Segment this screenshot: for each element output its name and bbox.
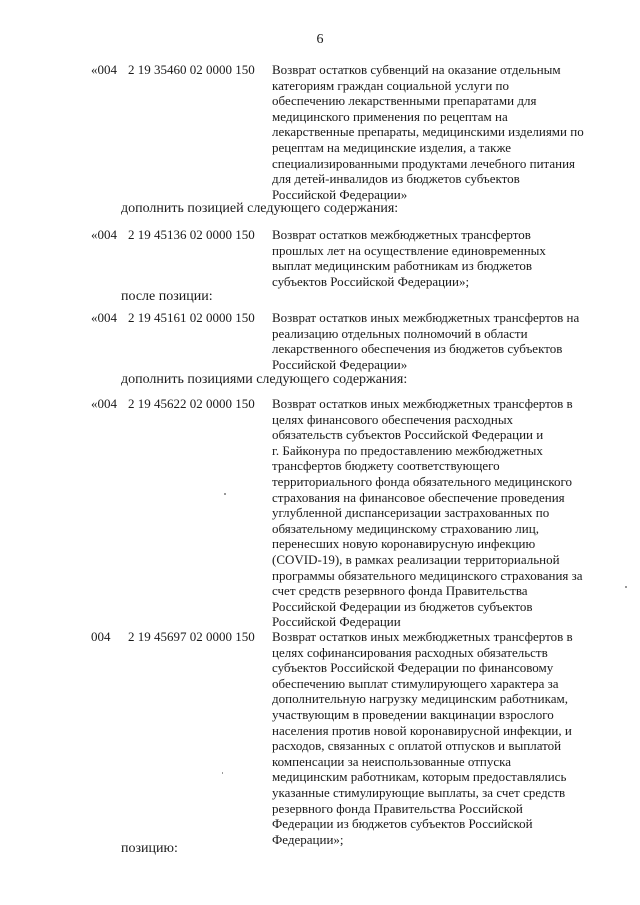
amendment-instruction: дополнить позициями следующего содержания: (121, 372, 408, 387)
description-line: реализацию отдельных полномочий в области (272, 325, 528, 341)
description-line: Возврат остатков межбюджетных трансфертов (272, 227, 531, 242)
description-line: Возврат остатков иных межбюджетных трансфертов на (272, 310, 580, 325)
description-line: г. Байконура по предоставлению межбюджетных (272, 442, 543, 458)
entry-description (272, 227, 590, 289)
description-line: участвующим в проведении вакцинации взрослого (272, 706, 554, 722)
amendment-instruction: после позиции: (121, 289, 213, 304)
budget-classification-code: 2 19 35460 02 0000 150 (128, 62, 255, 77)
description-line: Российской Федерации» (272, 186, 408, 202)
description-line: прошлых лет на осуществление единовременных (272, 242, 546, 258)
entry-description (272, 310, 590, 372)
budget-classification-code: 2 19 45161 02 0000 150 (128, 310, 255, 325)
description-line: Возврат остатков иных межбюджетных трансфертов в (272, 396, 573, 411)
amendment-instruction: дополнить позицией следующего содержания: (121, 201, 399, 216)
budget-classification-code: 2 19 45697 02 0000 150 (128, 629, 255, 644)
description-line: Российской Федерации (272, 614, 401, 630)
description-line: обеспечению выплат стимулирующего характера за (272, 675, 559, 691)
description-line: территориального фонда обязательного медицинского (272, 473, 573, 489)
description-line: лекарственного обеспечения из бюджетов субъектов (272, 341, 563, 357)
description-line: трансфертов бюджету соответствующего (272, 458, 500, 474)
admin-code: «004 (91, 227, 117, 242)
description-line: Федерации из бюджетов субъектов Российской (272, 816, 533, 832)
description-line: целях финансового обеспечения расходных (272, 411, 514, 427)
admin-code: «004 (91, 396, 117, 411)
description-line: программы обязательного медицинского страхования за (272, 567, 583, 583)
admin-code: «004 (91, 62, 117, 77)
description-line: Федерации»; (272, 831, 344, 847)
description-line: обязательств субъектов Российской Федерации и (272, 427, 544, 443)
description-line: углубленной диспансеризации застрахованных по (272, 505, 550, 521)
entry-description (272, 629, 590, 847)
description-line: страхования на финансовое обеспечение проведения (272, 489, 565, 505)
description-line: Российской Федерации из бюджетов субъектов (272, 598, 533, 614)
description-line: Возврат остатков иных межбюджетных трансфертов в (272, 629, 573, 644)
description-line: (COVID-19), в рамках реализации территориальной (272, 551, 560, 567)
description-line: резервного фонда Правительства Российской (272, 800, 523, 816)
admin-code: «004 (91, 310, 117, 325)
entry-description (272, 62, 590, 202)
description-line: дополнительную нагрузку медицинским работникам, (272, 691, 568, 707)
budget-classification-code: 2 19 45136 02 0000 150 (128, 227, 255, 242)
description-line: субъектов Российской Федерации»; (272, 273, 470, 289)
description-line: специализированными продуктами лечебного питания (272, 155, 576, 171)
description-line: расходов, связанных с оплатой отпусков и выплатой (272, 738, 562, 754)
scan-speck (625, 586, 627, 588)
description-line: указанные стимулирующие выплаты, за счет средств (272, 784, 566, 800)
scan-speck (222, 772, 223, 774)
description-line: обязательному медицинскому страхованию лиц, (272, 520, 539, 536)
amendment-instruction: позицию: (121, 841, 178, 856)
description-line: компенсации за неиспользованные отпуска (272, 753, 512, 769)
description-line: медицинского применения по рецептам на (272, 108, 508, 124)
description-line: Российской Федерации» (272, 356, 408, 372)
description-line: Возврат остатков субвенций на оказание отдельным (272, 62, 561, 77)
page-number: 6 (316, 32, 324, 47)
description-line: выплат медицинским работникам из бюджетов (272, 258, 532, 274)
entry-description (272, 396, 590, 630)
description-line: населения против новой коронавирусной инфекции, и (272, 722, 572, 738)
description-line: лекарственные препараты, медицинскими изделиями по (272, 124, 584, 140)
description-line: медицинским работникам, которым предоставлялись (272, 769, 567, 785)
description-line: для детей-инвалидов из бюджетов субъектов (272, 171, 520, 187)
description-line: целях софинансирования расходных обязательств (272, 644, 548, 660)
budget-classification-code: 2 19 45622 02 0000 150 (128, 396, 255, 411)
admin-code: 004 (91, 629, 111, 644)
description-line: категориям граждан социальной услуги по (272, 77, 510, 93)
description-line: рецептам на медицинские изделия, а также (272, 139, 512, 155)
scan-speck (224, 493, 226, 495)
description-line: обеспечению лекарственными препаратами для (272, 93, 537, 109)
description-line: счет средств резервного фонда Правительства (272, 583, 528, 599)
description-line: субъектов Российской Федерации по финансовому (272, 660, 554, 676)
description-line: перенесших новую коронавирусную инфекцию (272, 536, 536, 552)
